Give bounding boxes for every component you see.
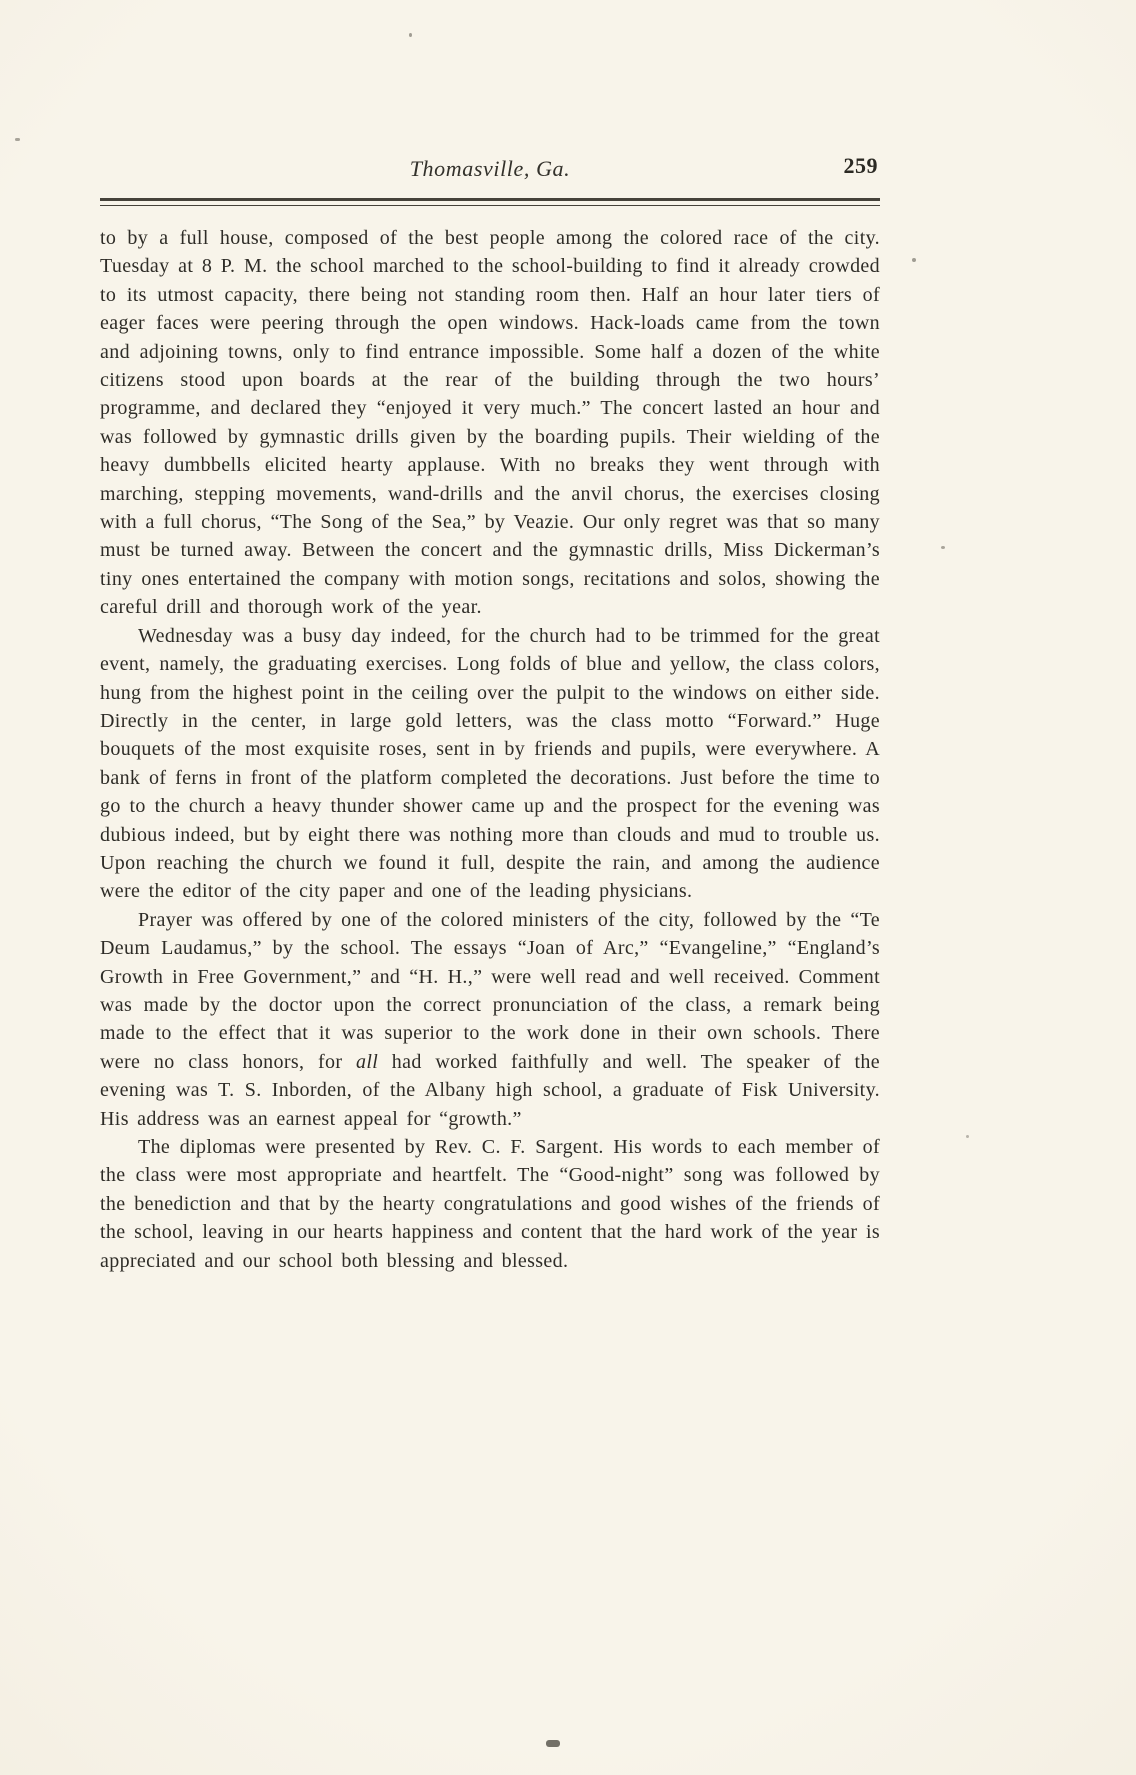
paragraph-3 (100, 906, 880, 1133)
scan-speck (912, 258, 916, 262)
scan-speck (409, 33, 412, 37)
paragraph-3-italic-word: all (355, 1050, 379, 1073)
paragraph-1: to by a full house, composed of the best people among the colored race of the city. Tuesday at 8 P. M. the school marched to the school-building to find it already crowded to its utmost capacity, there being not standing room then. Half an hour later tiers of eager faces were peering through the open windows. Hack-loads came from the town and adjoining towns, only to find entrance impossible. Some half a dozen of the white citizens stood upon boards at the rear of the building through the two hours’ programme, and declared they “enjoyed it very much.” The concert lasted an hour and was followed by gymnastic drills given by the boarding pupils. Their wielding of the heavy dumbbells elicited hearty applause. With no breaks they went through with marching, stepping movements, wand-drills and the anvil chorus, the exercises closing with a full chorus, “The Song of the Sea,” by Veazie. Our only regret was that so many must be turned away. Between the concert and the gymnastic drills, Miss Dickerman’s tiny ones entertained the company with motion songs, recitations and solos, showing the careful drill and thorough work of the year. (100, 227, 880, 619)
scan-ink-mark (546, 1740, 560, 1747)
running-title: Thomasville, Ga. (409, 156, 571, 181)
scan-speck (15, 138, 20, 141)
body-text (100, 224, 880, 1275)
header-rule (100, 198, 880, 206)
page-content (100, 153, 880, 1275)
paragraph-2: Wednesday was a busy day indeed, for the church had to be trimmed for the great event, namely, the graduating exercises. Long folds of blue and yellow, the class colors, hung from the highest point in the ceiling over the pulpit to the windows on either side. Directly in the center, in large gold letters, was the class motto “Forward.” Huge bouquets of the most exquisite roses, sent in by friends and pupils, were everywhere. A bank of ferns in front of the platform completed the decorations. Just before the time to go to the church a heavy thunder shower came up and the prospect for the evening was dubious indeed, but by eight there was nothing more than clouds and mud to trouble us. Upon reaching the church we found it full, despite the rain, and among the audience were the editor of the city paper and one of the leading physicians. (100, 624, 880, 903)
paragraph-3-text-after: had worked faithfully and well. The speaker of the evening was T. S. Inborden, of the Albany high school, a graduate of Fisk University. His address was an earnest appeal for “growth.” (100, 1050, 880, 1130)
scan-speck (966, 1135, 969, 1138)
paragraph-3-text-before: Prayer was offered by one of the colored ministers of the city, followed by the “Te Deum Laudamus,” by the school. The essays “Joan of Arc,” “Evangeline,” “England’s Growth in Free Government,” and “H. H.,” were well read and well received. Comment was made by the doctor upon the correct pronunciation of the class, a remark being made to the effect that it was superior to the work done in their own schools. There were no class honors, for (100, 908, 880, 1073)
paragraph-4: The diplomas were presented by Rev. C. F. Sargent. His words to each member of the class were most appropriate and heartfelt. The “Good-night” song was followed by the benediction and that by the hearty congratulations and good wishes of the friends of the school, leaving in our hearts happiness and content that the hard work of the year is appreciated and our school both blessing and blessed. (100, 1136, 880, 1272)
page-number: 259 (843, 153, 878, 178)
scan-speck (941, 546, 945, 549)
running-header (100, 153, 880, 192)
